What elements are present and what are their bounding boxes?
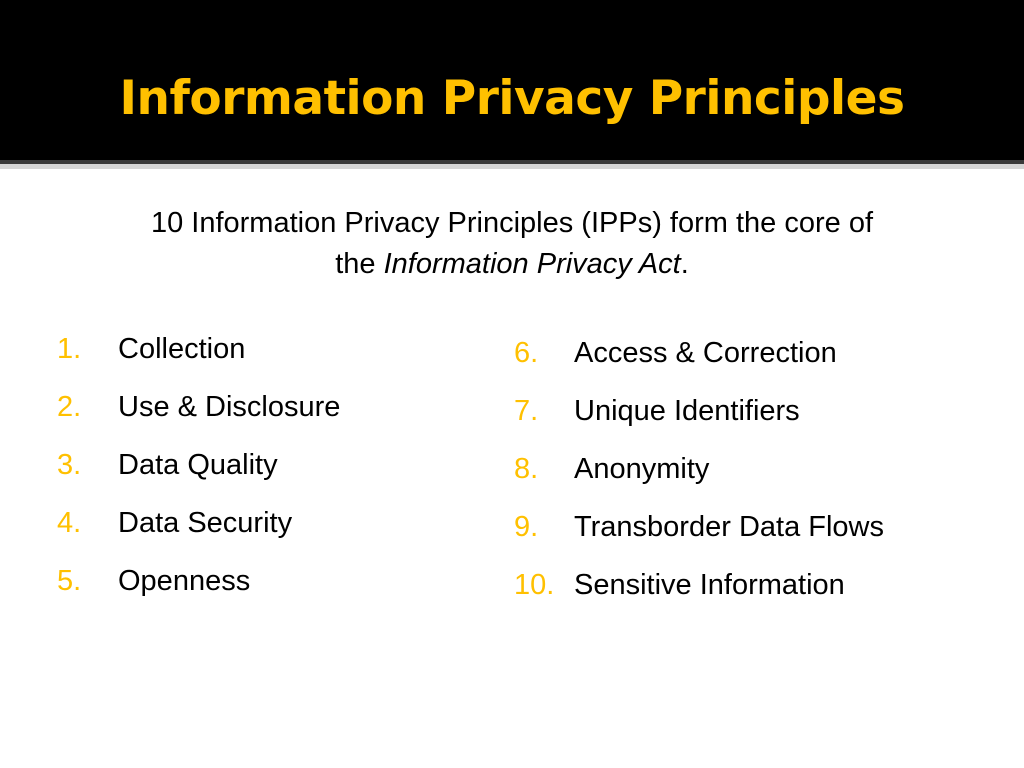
list-item-number: 2. xyxy=(57,391,82,423)
list-item-label: Transborder Data Flows xyxy=(574,511,884,543)
principles-list-right xyxy=(514,336,1004,626)
list-item xyxy=(514,568,1004,626)
title-divider-shadow xyxy=(0,164,1024,169)
list-item-number: 4. xyxy=(57,507,82,539)
list-item-number: 7. xyxy=(514,395,539,427)
list-item-label: Anonymity xyxy=(574,453,710,485)
list-item-label: Data Quality xyxy=(118,449,278,481)
list-item xyxy=(514,510,1004,568)
list-item-number: 8. xyxy=(514,453,539,485)
intro-line-2-prefix: the xyxy=(335,248,384,280)
list-item-label: Data Security xyxy=(118,507,293,539)
list-item-label: Openness xyxy=(118,565,251,597)
intro-text xyxy=(60,203,964,285)
list-item-number: 10. xyxy=(514,569,555,601)
act-name: Information Privacy Act xyxy=(383,248,681,280)
list-item-number: 9. xyxy=(514,511,539,543)
list-item xyxy=(514,452,1004,510)
list-item-label: Collection xyxy=(118,333,246,365)
list-item xyxy=(57,506,477,564)
list-item-label: Sensitive Information xyxy=(574,569,845,601)
list-item-label: Unique Identifiers xyxy=(574,395,800,427)
list-item xyxy=(57,390,477,448)
list-item xyxy=(57,332,477,390)
list-item-number: 6. xyxy=(514,337,539,369)
intro-line-2-suffix: . xyxy=(680,248,689,280)
list-item-label: Access & Correction xyxy=(574,337,837,369)
list-item-label: Use & Disclosure xyxy=(118,391,341,423)
intro-line-1: 10 Information Privacy Principles (IPPs) form the core of xyxy=(150,207,874,239)
list-item-number: 3. xyxy=(57,449,82,481)
list-item xyxy=(57,564,477,622)
principles-list-left xyxy=(57,332,477,622)
list-item xyxy=(514,336,1004,394)
title-bar xyxy=(0,0,1024,160)
list-item-number: 5. xyxy=(57,565,82,597)
list-item-number: 1. xyxy=(57,333,82,365)
list-item xyxy=(57,448,477,506)
list-item xyxy=(514,394,1004,452)
slide-title: Information Privacy Principles xyxy=(119,71,905,126)
